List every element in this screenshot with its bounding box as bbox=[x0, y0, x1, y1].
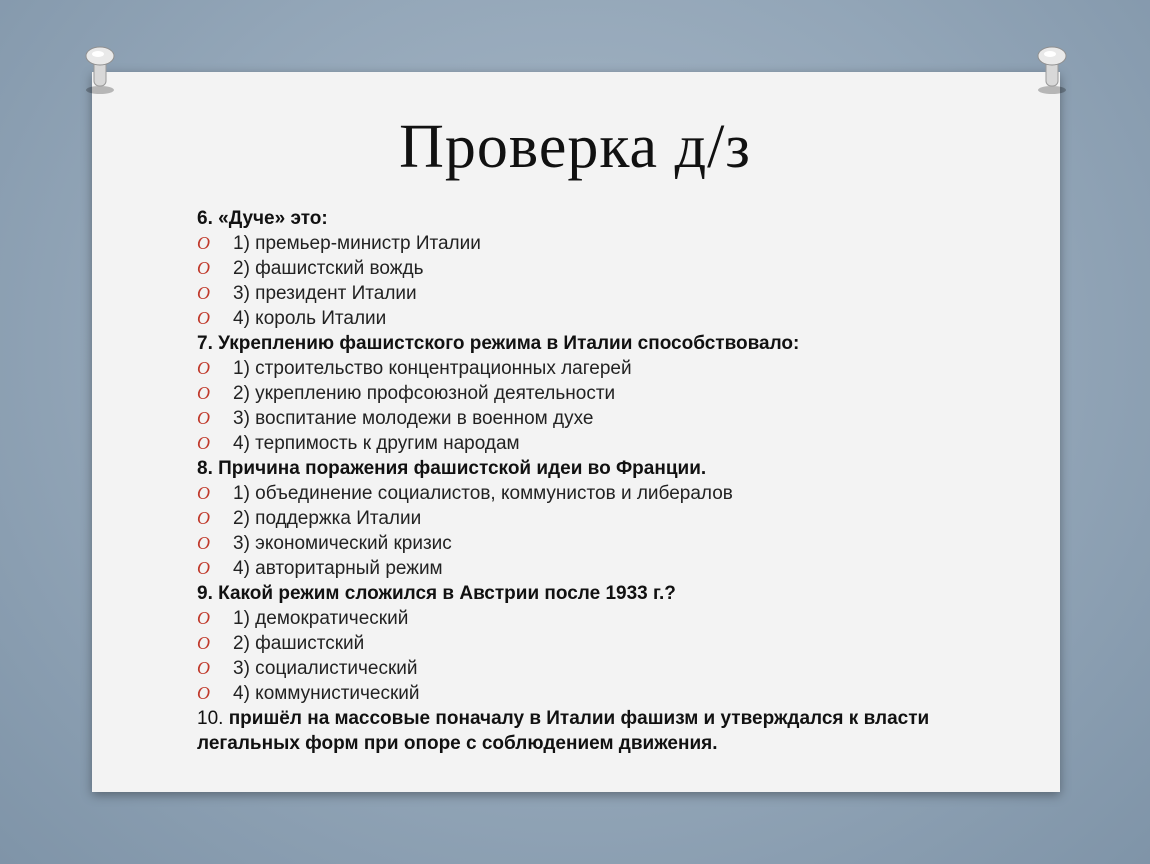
list-item bbox=[197, 231, 977, 256]
option-label: 2) поддержка Италии bbox=[233, 508, 422, 529]
pin-icon bbox=[1030, 40, 1074, 96]
option-label: 3) президент Италии bbox=[233, 283, 417, 304]
option-label: 3) экономический кризис bbox=[233, 533, 452, 554]
option-label: 1) объединение социалистов, коммунистов и либералов bbox=[233, 483, 733, 504]
list-item bbox=[197, 631, 977, 656]
list-item bbox=[197, 256, 977, 281]
list-item bbox=[197, 381, 977, 406]
bullet-icon: O bbox=[197, 308, 210, 328]
bullet-icon: O bbox=[197, 658, 210, 678]
question-list bbox=[197, 206, 977, 756]
option-label: 2) фашистский вождь bbox=[233, 258, 424, 279]
bullet-icon: O bbox=[197, 258, 210, 278]
list-item bbox=[197, 556, 977, 581]
list-item bbox=[197, 656, 977, 681]
list-item bbox=[197, 356, 977, 381]
option-label: 3) воспитание молодежи в военном духе bbox=[233, 408, 594, 429]
bullet-icon: O bbox=[197, 233, 210, 253]
bullet-icon: O bbox=[197, 283, 210, 303]
question-10 bbox=[197, 706, 977, 756]
pin-icon bbox=[78, 40, 122, 96]
bullet-icon: O bbox=[197, 433, 210, 453]
bullet-icon: O bbox=[197, 683, 210, 703]
list-item bbox=[197, 406, 977, 431]
question-9: 9. Какой режим сложился в Австрии после 1933 г.? bbox=[197, 583, 676, 604]
option-label: 1) демократический bbox=[233, 608, 409, 629]
question-7: 7. Укреплению фашистского режима в Италии способствовало: bbox=[197, 333, 800, 354]
bullet-icon: O bbox=[197, 558, 210, 578]
list-item bbox=[197, 681, 977, 706]
option-label: 4) коммунистический bbox=[233, 683, 420, 704]
list-item bbox=[197, 481, 977, 506]
option-label: 1) премьер-министр Италии bbox=[233, 233, 481, 254]
option-label: 4) терпимость к другим народам bbox=[233, 433, 520, 454]
option-label: 4) авторитарный режим bbox=[233, 558, 443, 579]
option-label: 2) укреплению профсоюзной деятельности bbox=[233, 383, 616, 404]
list-item bbox=[197, 431, 977, 456]
option-label: 3) социалистический bbox=[233, 658, 418, 679]
question-10-text: пришёл на массовые поначалу в Италии фашизм и утверждался к власти легальных форм при опоре с соблюдением движения. bbox=[197, 708, 930, 754]
question-6: 6. «Дуче» это: bbox=[197, 208, 328, 229]
list-item bbox=[197, 606, 977, 631]
bullet-icon: O bbox=[197, 508, 210, 528]
bullet-icon: O bbox=[197, 633, 210, 653]
bullet-icon: O bbox=[197, 483, 210, 503]
bullet-icon: O bbox=[197, 608, 210, 628]
option-label: 1) строительство концентрационных лагерей bbox=[233, 358, 632, 379]
bullet-icon: O bbox=[197, 358, 210, 378]
list-item bbox=[197, 531, 977, 556]
list-item bbox=[197, 506, 977, 531]
list-item bbox=[197, 281, 977, 306]
list-item bbox=[197, 306, 977, 331]
bullet-icon: O bbox=[197, 408, 210, 428]
option-label: 4) король Италии bbox=[233, 308, 387, 329]
question-10-number: 10. bbox=[197, 708, 224, 729]
bullet-icon: O bbox=[197, 533, 210, 553]
question-8: 8. Причина поражения фашистской идеи во Франции. bbox=[197, 458, 707, 479]
bullet-icon: O bbox=[197, 383, 210, 403]
page-title: Проверка д/з bbox=[399, 113, 751, 181]
option-label: 2) фашистский bbox=[233, 633, 365, 654]
